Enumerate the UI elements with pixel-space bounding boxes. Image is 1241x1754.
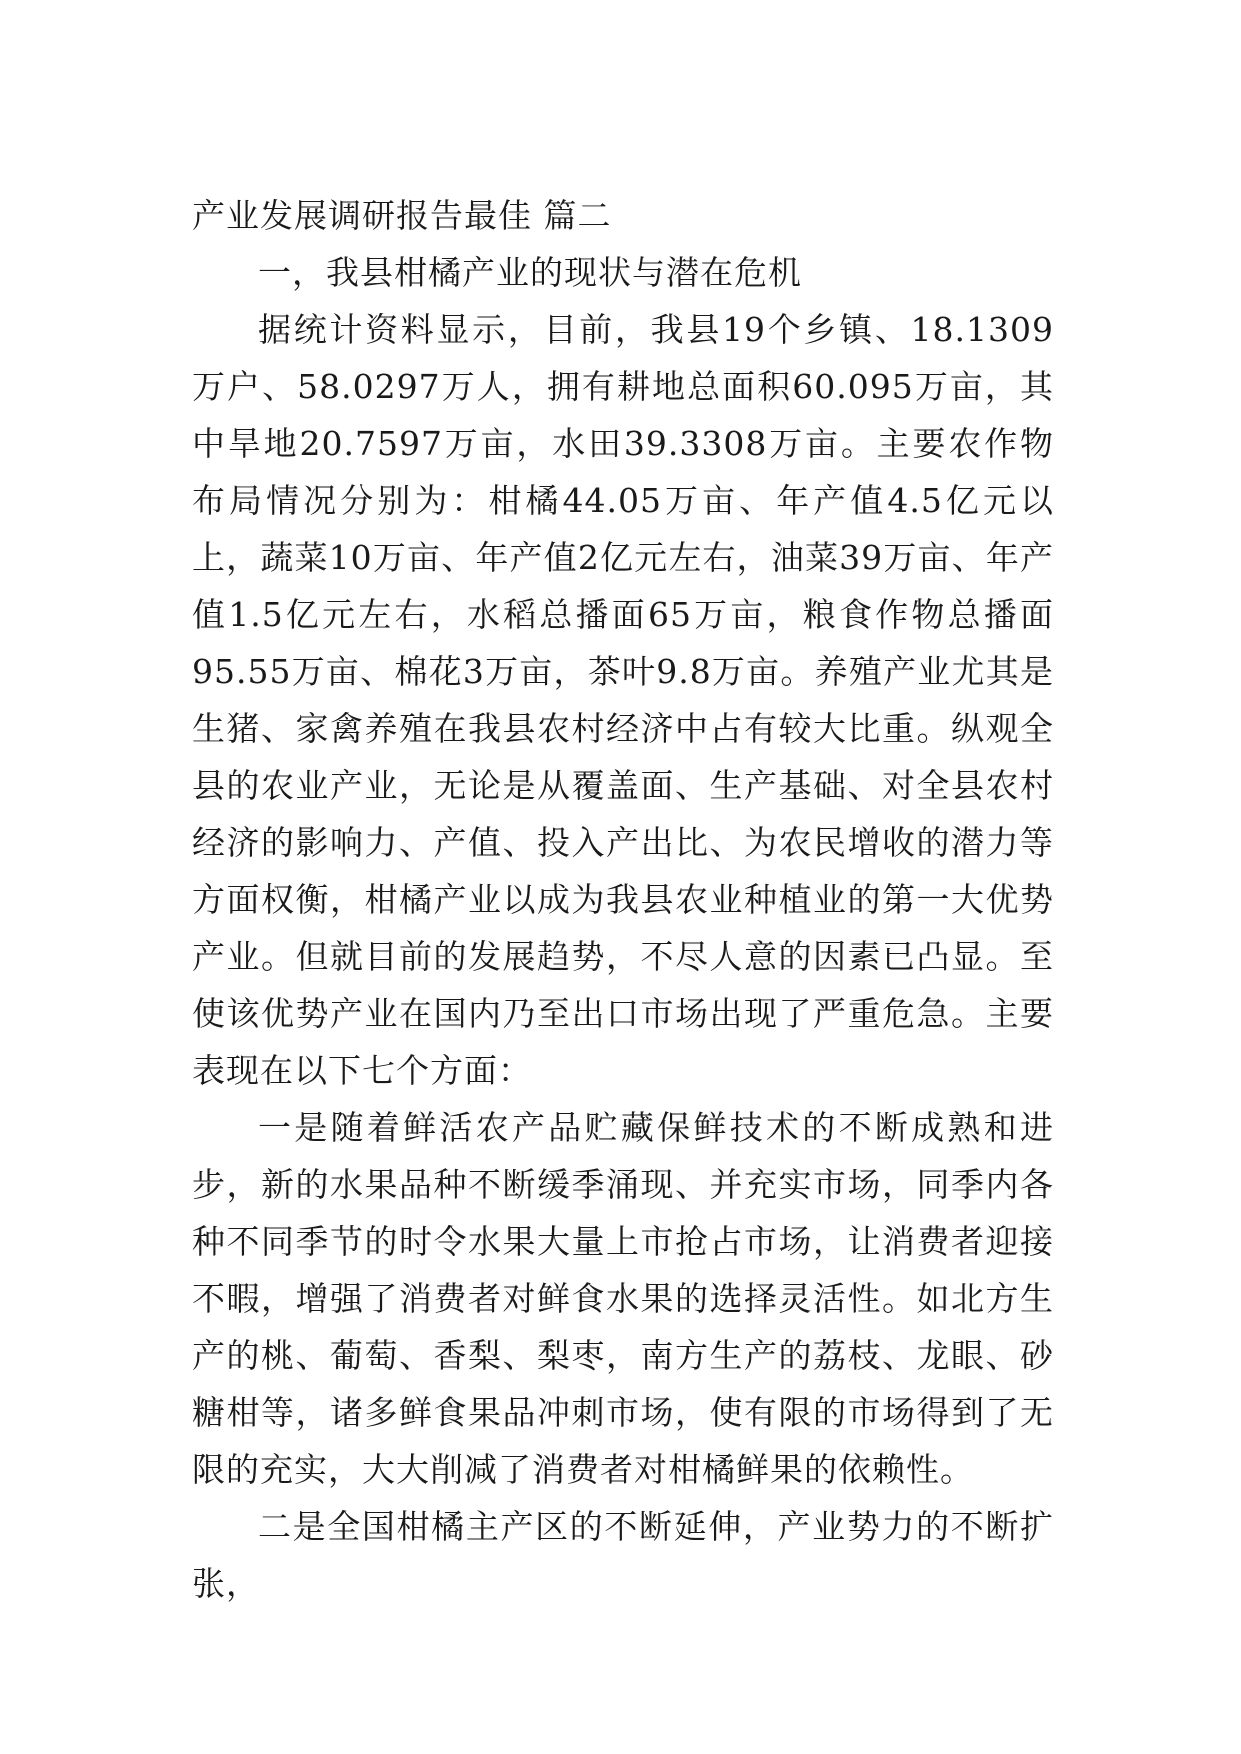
paragraph-point-two: 二是全国柑橘主产区的不断延伸，产业势力的不断扩张， (192, 1507, 1054, 1603)
document-title: 产业发展调研报告最佳 篇二 (192, 196, 612, 235)
paragraph-point-one: 一是随着鲜活农产品贮藏保鲜技术的不断成熟和进步，新的水果品种不断缓季涌现、并充实市场，同季内各种不同季节的时令水果大量上市抢占市场，让消费者迎接不暇，增强了消费者对鲜食水果的选择灵活性。如北方生产的桃、葡萄、香梨、梨枣，南方生产的荔枝、龙眼、砂糖柑等，诸多鲜食果品冲刺市场，使有限的市场得到了无限的充实，大大削减了消费者对柑橘鲜果的依赖性。 (192, 1108, 1054, 1489)
paragraph-statistics: 据统计资料显示，目前，我县19个乡镇、18.1309万户、58.0297万人，拥有耕地总面积60.095万亩，其中旱地20.7597万亩，水田39.3308万亩。主要农作物布局情况分别为：柑橘44.05万亩、年产值4.5亿元以上，蔬菜10万亩、年产值2亿元左右，油菜39万亩、年产值1.5亿元左右，水稻总播面65万亩，粮食作物总播面95.55万亩、棉花3万亩，茶叶9.8万亩。养殖产业尤其是生猪、家禽养殖在我县农村经济中占有较大比重。纵观全县的农业产业，无论是从覆盖面、生产基础、对全县农村经济的影响力、产值、投入产出比、为农民增收的潜力等方面权衡，柑橘产业以成为我县农业种植业的第一大优势产业。但就目前的发展趋势，不尽人意的因素已凸显。至使该优势产业在国内乃至出口市场出现了严重危急。主要表现在以下七个方面： (192, 310, 1054, 1090)
document-page (192, 188, 1054, 1612)
section-heading: 一，我县柑橘产业的现状与潜在危机 (258, 253, 802, 292)
